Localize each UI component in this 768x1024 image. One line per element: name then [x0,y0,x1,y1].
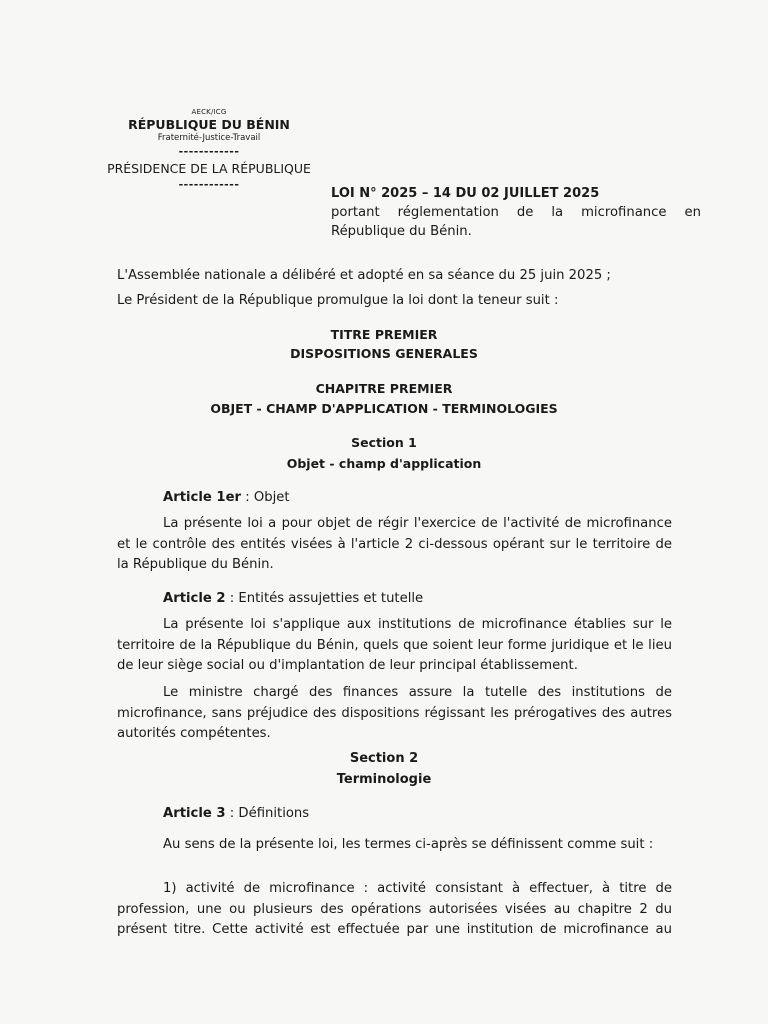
article-3-text-1: Au sens de la présente loi, les termes ci-après se définissent comme suit : [163,837,654,852]
article-2-paragraph-1 [117,615,672,677]
separator: ------------ [178,145,240,158]
article-1-text: La présente loi a pour objet de régir l'exercice de l'activité de microfinance et le contrôle des entités visées à l'article 2 ci-dessous opérant sur le territoire de la République du Bénin. [117,516,672,572]
titre-label: TITRE PREMIER [330,327,438,342]
national-motto: Fraternité-Justice-Travail [157,133,261,143]
chapitre-name: OBJET - CHAMP D'APPLICATION - TERMINOLOGIES [210,401,558,416]
article-2-title: : Entités assujetties et tutelle [225,591,424,606]
article-3-paragraph-1 [117,835,672,856]
article-1-label: Article 1er [163,490,242,505]
article-2-text-2: Le ministre chargé des finances assure la tutelle des institutions de microfinance, sans préjudice des dispositions régissant les prérogatives des autres autorités compétentes. [117,685,672,741]
law-title: LOI N° 2025 – 14 DU 02 JUILLET 2025 [331,186,600,201]
article-1-heading [163,490,290,505]
law-subject: portant réglementation de la microfinance en République du Bénin. [331,205,701,239]
article-2-text-1: La présente loi s'applique aux institutions de microfinance établies sur le territoire de la République du Bénin, quels que soient leur forme juridique et le lieu de leur siège social ou d'implantation de leur principal établissement. [117,617,672,673]
section-1-label: Section 1 [351,435,417,450]
issuing-authority: PRÉSIDENCE DE LA RÉPUBLIQUE [107,161,311,176]
preamble-line-2: Le Président de la République promulgue la loi dont la teneur suit : [117,293,559,308]
titre-name: DISPOSITIONS GENERALES [290,346,478,361]
country-name: RÉPUBLIQUE DU BÉNIN [128,117,290,132]
article-3-paragraph-2 [117,879,672,941]
article-1-paragraph [117,514,672,576]
article-3-text-2: 1) activité de microfinance : activité consistant à effectuer, à titre de profession, une ou plusieurs des opérations autorisées visées au chapitre 2 du présent titre. Cette activité est effectuée par une institution de microfinance au [117,881,672,937]
article-3-title: : Définitions [225,806,310,821]
section-2-name: Terminologie [336,772,432,787]
article-1-title: : Objet [241,490,290,505]
law-heading [331,186,701,241]
article-2-paragraph-2 [117,683,672,745]
separator-2: ------------ [178,178,240,191]
article-2-heading [163,591,423,606]
section-1-name: Objet - champ d'application [286,456,482,471]
preamble-line-1: L'Assemblée nationale a délibéré et adopté en sa séance du 25 juin 2025 ; [117,268,611,283]
article-3-heading [163,806,309,821]
article-2-label: Article 2 [163,591,226,606]
reference-code: AECK/ICG [191,108,227,116]
section-2-label: Section 2 [349,751,419,766]
chapitre-label: CHAPITRE PREMIER [315,381,453,396]
article-3-label: Article 3 [163,806,226,821]
letterhead [100,108,318,190]
